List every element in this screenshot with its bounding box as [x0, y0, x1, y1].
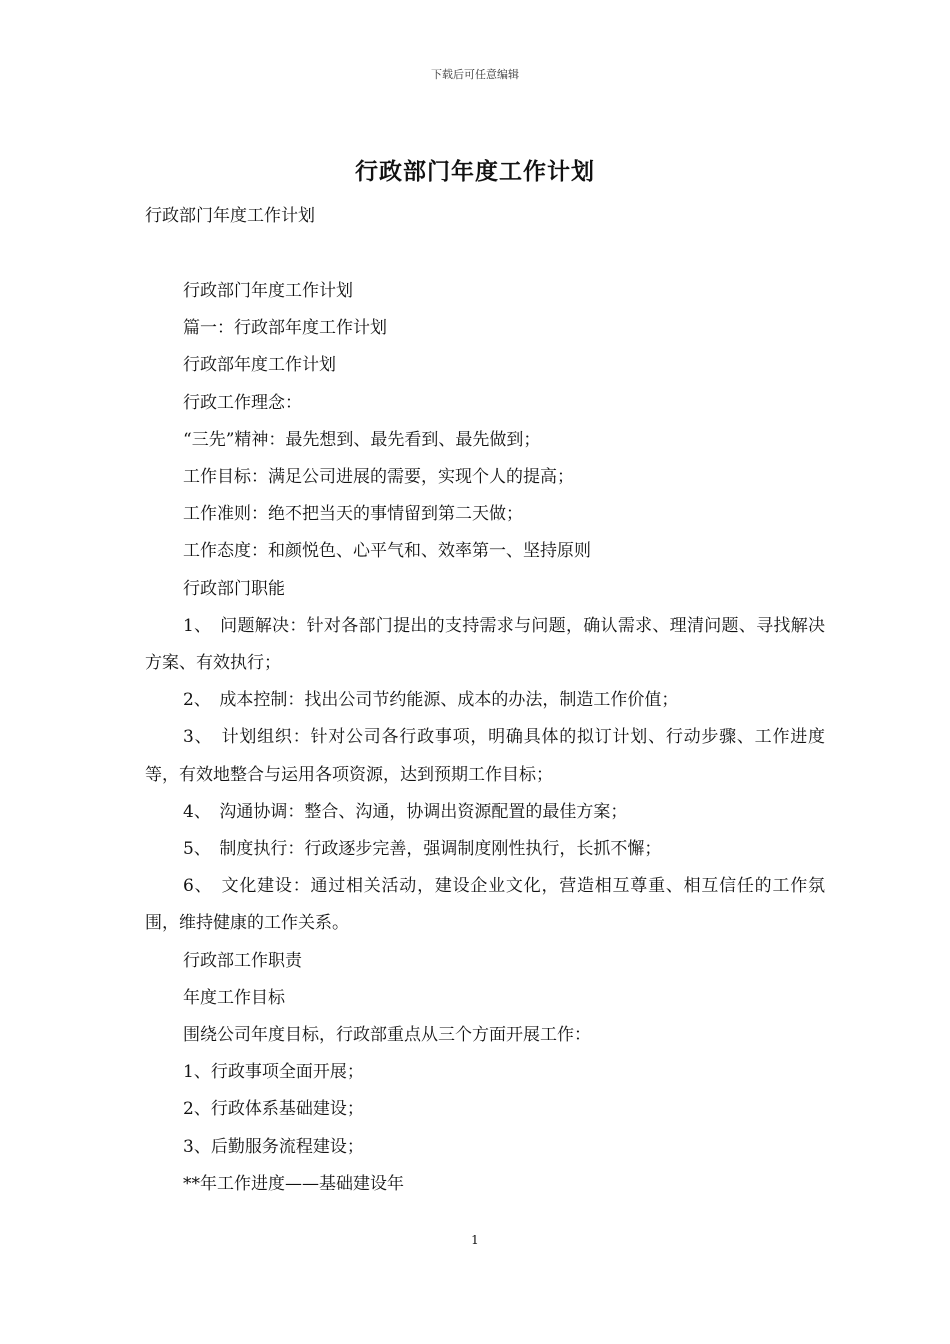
- document-body: [145, 273, 825, 1203]
- list-item-function-2: 2、 成本控制：找出公司节约能源、成本的办法，制造工作价值；: [183, 690, 679, 711]
- paragraph: “三先”精神：最先想到、最先看到、最先做到；: [183, 429, 541, 450]
- paragraph: 工作态度：和颜悦色、心平气和、效率第一、坚持原则: [183, 541, 591, 562]
- paragraph: 工作准则：绝不把当天的事情留到第二天做；: [183, 504, 523, 525]
- page-number: 1: [471, 1233, 479, 1247]
- list-item-function-1: 1、 问题解决：针对各部门提出的支持需求与问题，确认需求、理清问题、寻找解决方案、有效执行；: [145, 615, 825, 674]
- paragraph: **年工作进度——基础建设年: [183, 1173, 404, 1194]
- paragraph: 篇一：行政部年度工作计划: [183, 318, 387, 339]
- paragraph: 行政部门职能: [183, 578, 285, 599]
- list-item-function-6: 6、 文化建设：通过相关活动，建设企业文化，营造相互尊重、相互信任的工作氛围，维持健康的工作关系。: [145, 876, 825, 934]
- paragraph: 行政部门年度工作计划: [183, 281, 353, 301]
- list-item-goal-2: 2、行政体系基础建设；: [183, 1099, 364, 1120]
- document-subtitle: 行政部门年度工作计划: [145, 206, 315, 226]
- paragraph: 年度工作目标: [183, 987, 285, 1008]
- list-item-goal-1: 1、行政事项全面开展；: [183, 1062, 364, 1083]
- paragraph: 行政部年度工作计划: [183, 355, 336, 376]
- list-item-function-4: 4、 沟通协调：整合、沟通，协调出资源配置的最佳方案；: [183, 801, 628, 822]
- paragraph: 围绕公司年度目标，行政部重点从三个方面开展工作：: [183, 1025, 591, 1046]
- paragraph: 行政部工作职责: [183, 950, 302, 971]
- paragraph: 工作目标：满足公司进展的需要，实现个人的提高；: [183, 467, 574, 488]
- list-item-function-3: 3、 计划组织：针对公司各行政事项，明确具体的拟订计划、行动步骤、工作进度等，有效地整合与运用各项资源，达到预期工作目标；: [145, 727, 825, 785]
- header-note: 下载后可任意编辑: [431, 68, 519, 81]
- paragraph: 行政工作理念：: [183, 392, 302, 413]
- list-item-goal-3: 3、后勤服务流程建设；: [183, 1136, 364, 1157]
- list-item-function-5: 5、 制度执行：行政逐步完善，强调制度刚性执行，长抓不懈；: [183, 839, 662, 860]
- document-title: 行政部门年度工作计划: [355, 158, 595, 185]
